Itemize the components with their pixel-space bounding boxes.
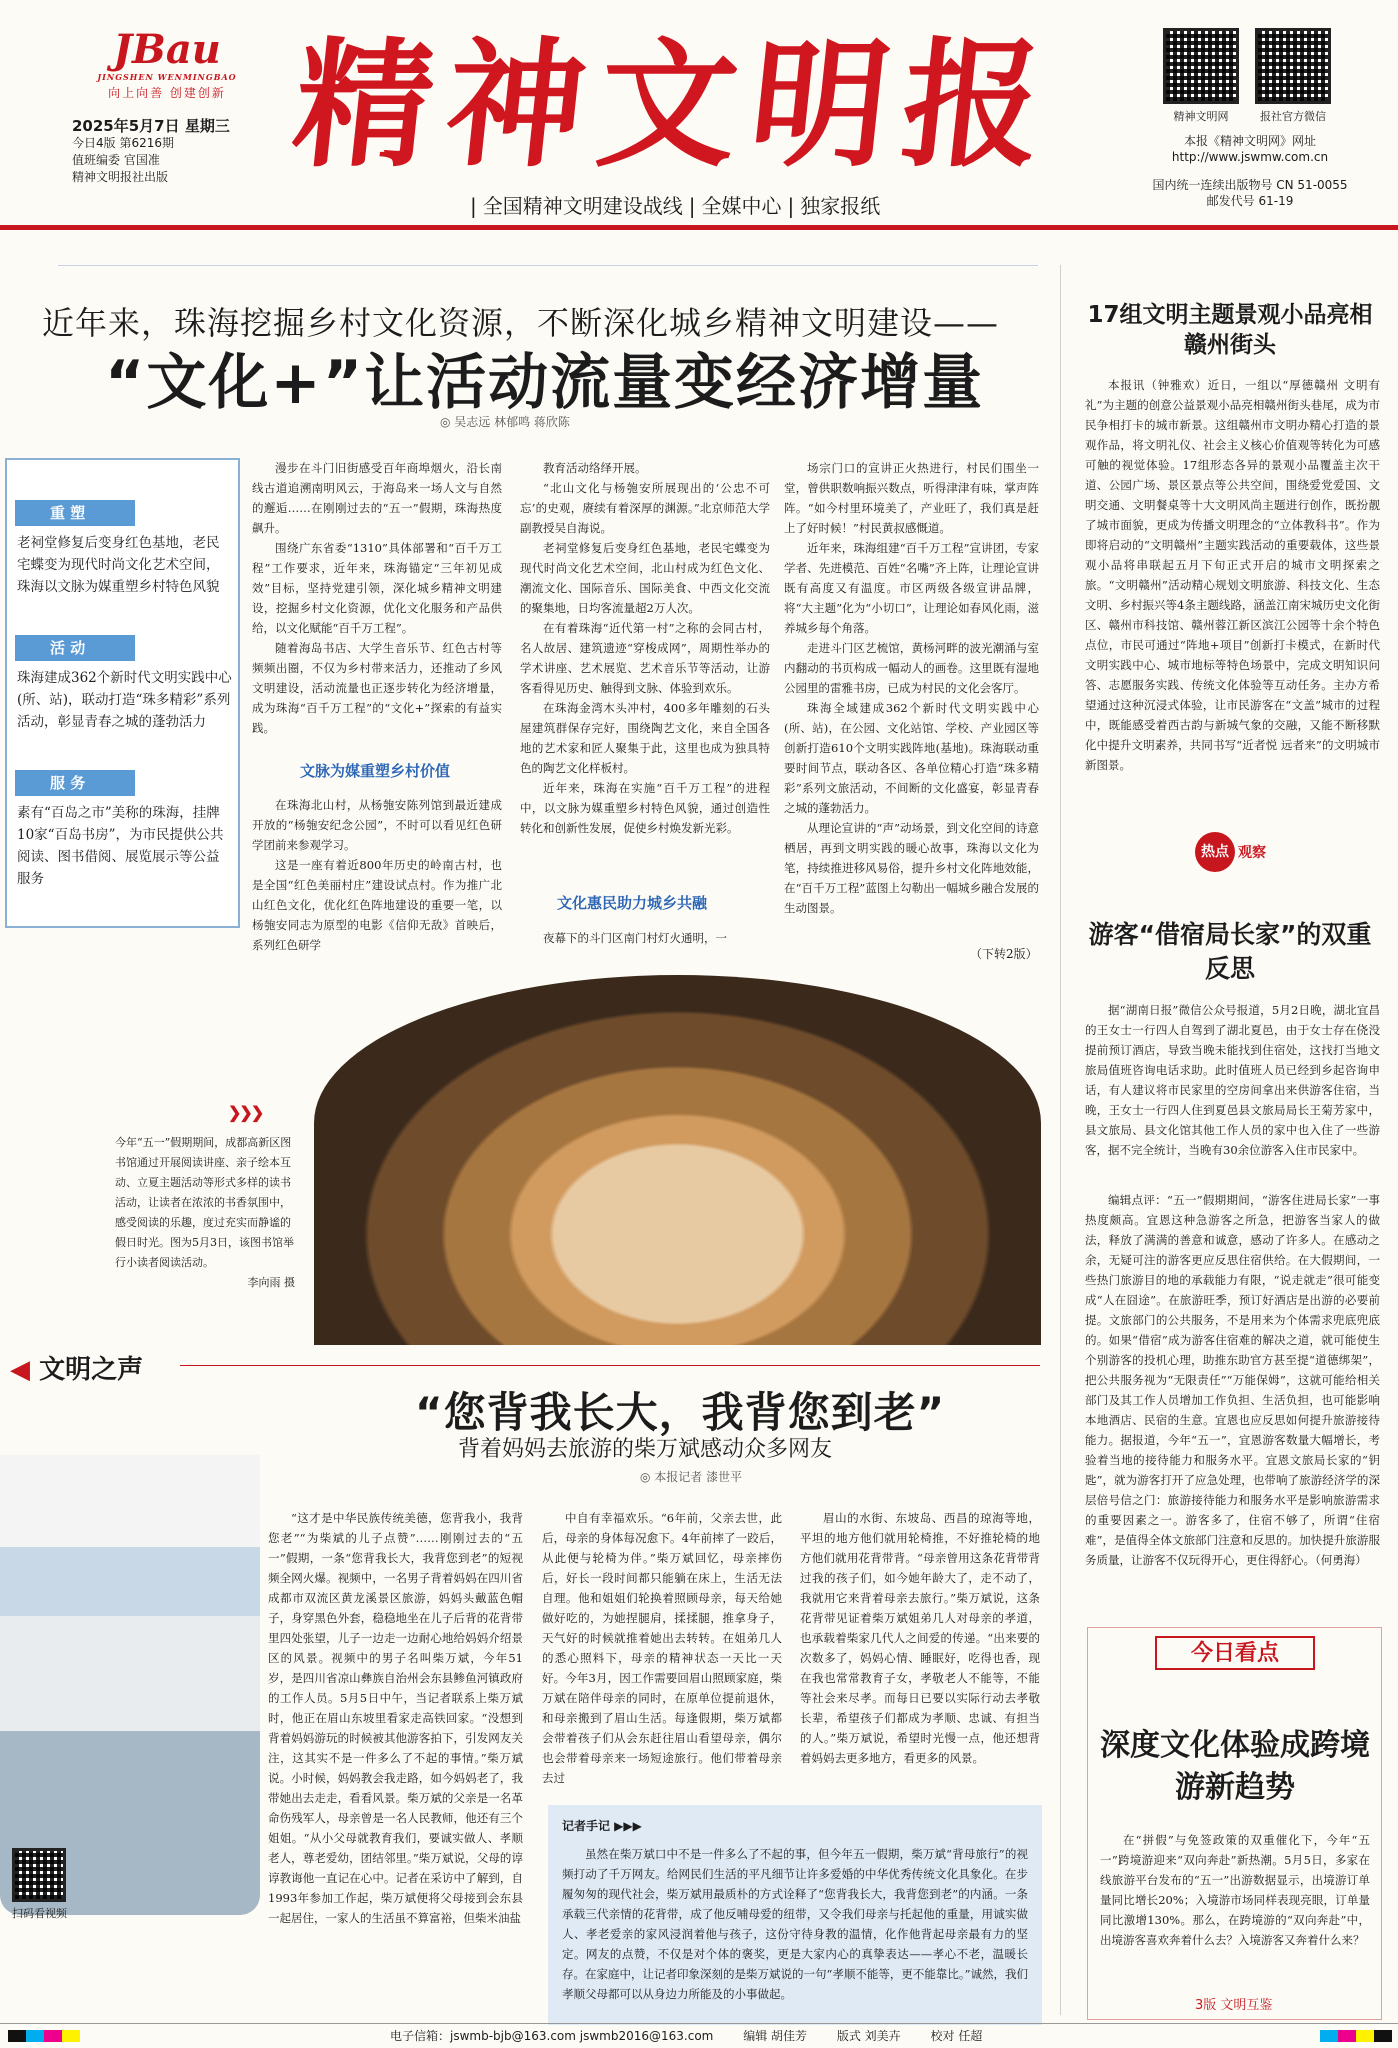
paragraph: 近年来，珠海组建“百千万工程”宣讲团，专家学者、先进模范、百姓“名嘴”齐上阵，让理论宣讲既有高度又有温度。市区两级各级宣讲品牌，将“大主题”化为“小切口”，让理论如春风化雨，滋养城乡每个角落。 <box>784 541 1039 635</box>
commentary-body <box>1085 1190 1380 1615</box>
today-body <box>1100 1830 1370 1985</box>
paragraph: 夜幕下的斗门区南门村灯火通明，一 <box>543 931 727 945</box>
footer-layout: 版式 刘美卉 <box>836 2029 901 2043</box>
registration-info <box>1135 177 1365 209</box>
photo-credit: 李向雨 摄 <box>247 1276 295 1289</box>
paragraph: 围绕广东省委“1310”具体部署和“百千万工程”工作要求，近年来，珠海锚定“三年初见成效”目标，坚持党建引领，深化城乡精神文明建设，挖掘乡村文化资源，优化文化服务和产品供给，以文化赋能“百千万工程”。 <box>252 541 502 635</box>
highlight-text: 老祠堂修复后变身红色基地，老民宅蝶变为现代时尚文化艺术空间，珠海以文脉为媒重塑乡村特色风貌 <box>17 535 220 595</box>
editor-note-text: 虽然在柴万斌口中不是一件多么了不起的事，但今年五一假期，柴万斌“背母旅行”的视频打动了千万网友。给网民们生活的平凡细节让许多爱婚的中华优秀传统文化具象化。在步履匆匆的现代社会，柴万斌用最质朴的方式诠释了“您背我长大，我背您到老”的内涵。一条承载三代亲情的花背带，成了他反哺母爱的纽带，又令我们母亲与托起他的重量，用诚实做人、孝老爱亲的家风浸润着他与孩子，这份守待身教的温情，化作他背起母亲最有力的坚定。网友的点赞，不仅是对个体的褒奖，更是大家内心的真挚表达——孝心不老，温暖长存。在家庭中，让记者印象深刻的是柴万斌说的一句“孝顺不能等，更不能靠比。”诚然，我们孝顺父母都可以从身边力所能及的小事做起。 <box>562 1847 1028 2001</box>
voice-col1 <box>268 1508 523 2008</box>
masthead-divider <box>0 225 1398 230</box>
paragraph: 中自有幸福欢乐。“6年前，父亲去世，此后，母亲的身体每况愈下。4年前摔了一跤后，从此便与轮椅为伴。”柴万斌回忆，母亲摔伤后，好长一段时间都只能躺在床上，生活无法自理。他和姐姐们轮换着照顾母亲，每天给她做好吃的，为她捏腿肩，揉揉腿，推拿身子，天气好的时候就推着她出去转转。在姐弟几人的悉心照料下，母亲的精神状态一天比一天好。今年3月，因工作需要回眉山照顾家庭，柴万斌在陪伴母亲的同时，在原单位提前退休，和母亲搬到了眉山生活。每逢假期，柴万斌都会带着孩子们从会东赶往眉山看望母亲，偶尔也会带着母亲来一场短途旅行。他们带着母亲去过 <box>542 1511 782 1785</box>
voice-byline: ◎ 本报记者 漆世平 <box>640 1470 743 1484</box>
voice-subhead: 背着妈妈去旅游的柴万斌感动众多网友 <box>458 1437 833 1462</box>
paragraph: 在“拼假”与免签政策的双重催化下，今年“五一”跨境游迎来“双向奔赴”新热潮。5月5日，多家在线旅游平台发布的“五一”出游数据显示，出境游订单量同比增长20%；入境游市场同样表现亮眼，订单量同比激增130%。那么，在跨境游的“双向奔赴”中，出境游客喜欢奔着什么去？入境游客又奔着什么来？ <box>1100 1833 1370 1947</box>
lead-subhead: 文脉为媒重塑乡村价值 <box>300 762 451 780</box>
paragraph: “北山文化与杨匏安所展现出的‘公忠不可忘’的史观，赓续有着深厚的渊源。”北京师范大学副教授吴自海说。 <box>520 481 770 535</box>
editor-note <box>548 1805 1042 2025</box>
logo-pinyin: JINGSHEN WENMINGBAO <box>97 72 237 82</box>
commentary-headline[interactable]: 游客“借宿局长家”的双重反思 <box>1088 920 1372 983</box>
today-label: 今日看点 <box>1155 1636 1315 1670</box>
lead-col2-block <box>520 928 770 968</box>
lead-headline[interactable]: “文化+”让活动流量变经济增量 <box>105 348 985 418</box>
logo-slogan: 向上向善 创建创新 <box>108 86 226 100</box>
paragraph: 编辑点评：“五一”假期期间，“游客住进局长家”一事热度颇高。宜恩这种急游客之所急，把游客当家人的做法，释放了满满的善意和诚意，感动了许多人。在感动之余，无疑可注的游客更应反思住宿供给。在大假期间，一些热门旅游目的地的承载能力有限，“说走就走”很可能变成“人在囧途”。在旅游旺季，预订好酒店是出游的必要前提。文旅部门的公共服务，不是用来为个体需求兜底兜底的。如果“借宿”成为游客住宿难的解决之道，就可能使生个别游客的投机心理，助推东助官方甚至提“道德绑架”，把公共服务视为“无限责任”“万能保姆”，这就可能给相关部门及其工作人员增加工作负担、生活负担，也可能影响本地酒店、民宿的生意。宜恩也应反思如何提升旅游接待能力。据报道，今年“五一”，宜恩游客数量大幅增长，考验着当地的接待能力和服务水平。宜恩文旅局长家的“钥匙”，就为游客打开了应急处理，也带响了旅游经济学的深层倍号信之门：旅游接待能力和服务水平是影响旅游需求的重要因素之一。游客多了，住宿不够了，所谓“住宿难”，是值得全体文旅部门注意和反思的。加快提升旅游服务质量，让游客不仅玩得开心，更住得舒心。（何勇海） <box>1085 1193 1380 1567</box>
hot-badge-icon: 热点 <box>1195 832 1235 872</box>
issue-publisher: 精神文明报社出版 <box>72 170 169 184</box>
paragraph: 场宗门口的宣讲正火热进行，村民们围坐一堂，曾供职数响振兴数点，听得津津有味，掌声阵阵。“如今村里环境美了，产业旺了，我们真是赶上了好时候！”村民黄叔感慨道。 <box>784 461 1039 535</box>
paragraph: 从理论宣讲的“声”动场景，到文化空间的诗意栖居，再到文明实践的暖心故事，珠海以文化为笔，持续推进移风易俗，提升乡村文化阵地效能，在“百千万工程”蓝图上勾勒出一幅城乡融合发展的生动图景。 <box>784 821 1039 915</box>
paragraph: 在有着珠海“近代第一村”之称的会同古村，名人故居、建筑遗迹“穿梭成网”，周期性举办的学术讲座、艺术展览、艺术音乐节等活动，让游客看得见历史、触得到文脉、体验到欢乐。 <box>520 621 770 695</box>
paragraph: 近年来，珠海在实施“百千万工程”的进程中，以文脉为媒重塑乡村特色风貌，通过创造性转化和创新性发展，促使乡村焕发新光彩。 <box>520 781 770 835</box>
newspaper-logo <box>72 28 262 108</box>
today-headline[interactable]: 深度文化体验成跨境游新趋势 <box>1100 1728 1370 1805</box>
column-separator <box>1060 265 1061 2015</box>
qr-code-icon[interactable] <box>12 1848 66 1902</box>
caption-text: 今年“五一”假期期间，成都高新区图书馆通过开展阅读讲座、亲子绘本互动、立夏主题活动等形式多样的读书活动，让读者在浓浓的书香氛围中，感受阅读的乐趣，度过充实而静谧的假日时光。图为5月3日，该图书馆举行小读者阅读活动。 <box>115 1136 294 1269</box>
paragraph: 本报讯（钟雅欢）近日，一组以“厚德赣州 文明有礼”为主题的创意公益景观小品亮相赣州街头巷尾，成为市民争相打卡的城市新景。这组赣州市文明办精心打造的景观作品，将文明礼仪、社会主义核心价值观等转化为可感可触的视觉体验。17组形态各异的景观小品覆盖主次干道、公园广场、景区景点等公共空间，围绕爱党爱国、文明交通、文明餐桌等十大文明风尚主题进行创作，既扮靓了城市面貌，更成为传播文明理念的“立体教科书”。作为即将启动的“文明赣州”主题实践活动的重要载体，这些景观小品将串联起五月下旬正式开启的城市文明探索之旅。“文明赣州”活动精心规划文明旅游、科技文化、生态文明、乡村振兴等4条主题线路，涵盖江南宋城历史文化街区、赣州市科技馆、赣州蓉江新区滨江公园等十余个特色点位，市民可通过“阵地+项目”创新打卡模式，在新时代文明实践中心、城市地标等特色场景中，完成文明知识问答、志愿服务实践、传统文化体验等互动任务。主办方希望通过这种沉浸式体验，让市民游客在“文盖”城市的过程中，既能感受着西古韵与新城气象的交融，又能不断移默化中提升文明素养，共同书写“近者悦 远者来”的文明城市新图景。 <box>1085 378 1380 772</box>
footer-editor: 编辑 胡佳芳 <box>743 2029 808 2043</box>
highlight-tag: 重 塑 <box>15 500 135 526</box>
paragraph: 漫步在斗门旧街感受百年商埠烟火，沿长南线古道追溯南明风云，于海岛来一场人文与自然的邂逅……在刚刚过去的“五一”假期，珠海热度飙升。 <box>252 461 502 535</box>
paragraph: 珠海全域建成362个新时代文明实践中心(所、站)，在公园、文化站馆、学校、产业园区等创新打造610个文明实践阵地(基地)。珠海联动重要时间节点，联动各区、各单位精心打造“珠多精彩”系列文旅活动，不间断的文化盛宴，彰显青春之城的蓬勃活力。 <box>784 701 1039 815</box>
qr-code-icon[interactable] <box>1163 28 1239 104</box>
site-info <box>1140 133 1360 165</box>
section-label <box>10 1349 143 1386</box>
cn-number: 国内统一连续出版物号 CN 51-0055 <box>1152 178 1348 192</box>
channel-item[interactable]: 独家报纸 <box>800 194 881 218</box>
logo-mark: JBau <box>113 26 221 73</box>
brief-headline[interactable]: 17组文明主题景观小品亮相赣州街头 <box>1087 302 1373 358</box>
postal-code: 邮发代号 61-19 <box>1206 194 1294 208</box>
highlight-tag: 服 务 <box>15 770 135 796</box>
section-label-text: 文明之声 <box>39 1355 144 1385</box>
qr-caption: 精神文明网 <box>1173 110 1229 123</box>
print-color-bar <box>1320 2030 1392 2042</box>
commentary-lead <box>1085 1000 1380 1180</box>
print-color-bar <box>8 2030 80 2042</box>
qr-caption: 扫码看视频 <box>12 1907 67 1920</box>
issue-edition: 今日4版 第6216期 <box>72 136 174 150</box>
lead-col2-block <box>520 458 770 878</box>
highlights-box <box>5 458 240 928</box>
paragraph: “这才是中华民族传统美德，您背我小，我背您老”“为柴斌的儿子点赞”……刚刚过去的“五一”假期，一条“您背我长大，我背您到老”的短视频全网火爆。视频中，一名男子背着妈妈在四川省成都市双流区黄龙溪景区旅游，妈妈头戴蓝色帽子，身穿黑色外套，稳稳地坐在儿子后背的花背带里四处张望，儿子一边走一边耐心地给妈妈介绍景区的风景。视频中的男子名叫柴万斌，今年51岁，是四川省凉山彝族自治州会东县鲹鱼河镇政府的工作人员。5月5日中午，当记者联系上柴万斌时，他正在眉山东坡里看家走高铁回家。“没想到背着妈妈游玩的时候被其他游客拍下，引发网友关注，这其实不是一件多么了不起的事情。”柴万斌说。小时候，妈妈教会我走路，如今妈妈老了，我带她出去走走，看看风景。柴万斌的父亲是一名革命伤残军人，母亲曾是一名人民教师，他还有三个姐姐。“从小父母就教育我们，要诚实做人、孝顺老人，尊老爱幼，团结邻里。”柴万斌说，父母的谆谆教诲他一直记在心中。记者在采访中了解到，自1993年参加工作起，柴万斌便将父母接到会东县一起居住，一家人的生活虽不算富裕，但柴米油盐 <box>268 1511 523 1925</box>
voice-col3 <box>800 1508 1040 1798</box>
hot-badge-word: 观察 <box>1238 845 1266 861</box>
continue-note[interactable]: （下转2版） <box>970 947 1038 961</box>
son-carrying-mother-photo <box>0 1455 260 1915</box>
highlight-text: 珠海建成362个新时代文明实践中心(所、站)，联动打造“珠多精彩”系列活动，彰显青春之城的蓬勃活力 <box>17 670 232 730</box>
page-reference[interactable]: 3版 文明互鉴 <box>1195 1998 1273 2013</box>
paragraph: 在珠海金湾木头冲村，400多年雕刻的石头屋建筑群保存完好，围绕陶艺文化，来自全国各地的艺术家和匠人聚集于此，这里也成为独具特色的陶艺文化样板村。 <box>520 701 770 775</box>
paragraph: 在珠海北山村，从杨匏安陈列馆到最近建成开放的“杨匏安纪念公园”，不时可以看见红色研学团前来参观学习。 <box>252 798 502 852</box>
lead-kicker: 近年来，珠海挖掘乡村文化资源，不断深化城乡精神文明建设—— <box>42 304 1000 342</box>
paragraph: 这是一座有着近800年历史的岭南古村，也是全国“红色美丽村庄”建设试点村。作为推广北山红色文化，优化红色阵地建设的重要一笔，以杨匏安同志为原型的电影《信仰无敌》首映后，系列红色研学 <box>252 858 502 952</box>
photo-caption <box>115 1133 295 1293</box>
issue-date: 2025年5月7日 星期三 <box>72 117 230 135</box>
section-rule <box>180 1365 1040 1366</box>
paragraph: 教育活动络绎开展。 <box>543 461 647 475</box>
editor-note-label: 记者手记 ▶▶▶ <box>562 1819 642 1833</box>
voice-headline[interactable]: “您背我长大，我背您到老” <box>415 1388 946 1437</box>
site-label: 本报《精神文明网》网址 <box>1183 134 1316 148</box>
qr-caption: 报社官方微信 <box>1260 110 1326 123</box>
lead-subhead: 文化惠民助力城乡共融 <box>557 894 708 912</box>
paragraph: 随着海岛书店、大学生音乐节、红色古村等频频出圈，不仅为乡村带来活力，还推动了乡风文明建设，活动流量也正逐步转化为经济增量，成为珠海“百千万工程”的“文化+”探索的有益实践。 <box>252 641 502 735</box>
footer-proof: 校对 任超 <box>930 2029 983 2043</box>
library-reading-photo <box>314 975 1041 1345</box>
issue-editor: 值班编委 官国准 <box>72 153 160 167</box>
paper-title: 精神文明报 <box>286 23 1064 186</box>
arrows-icon: ❯❯❯ <box>228 1103 263 1122</box>
qr-code-icon[interactable] <box>1255 28 1331 104</box>
footer-email[interactable]: 电子信箱：jswmb-bjb@163.com jswmb2016@163.com <box>390 2029 714 2043</box>
paragraph: 走进斗门区艺梳馆，黄杨河畔的波光潮涌与室内翻动的书页构成一幅动人的画卷。这里既有湿地公园里的雷雅书房，已成为村民的文化会客厅。 <box>784 641 1039 695</box>
footer <box>390 2027 1008 2044</box>
highlight-tag: 活 动 <box>15 635 135 661</box>
footer-divider <box>0 2023 1398 2024</box>
lead-col1-block <box>252 795 502 965</box>
brief-body <box>1085 375 1380 815</box>
issue-info <box>72 118 272 186</box>
lead-byline: ◎ 吴志远 林郁鸣 蒋欣陈 <box>440 415 570 429</box>
lead-col3-block <box>784 458 1039 938</box>
site-url[interactable]: http://www.jswmw.com.cn <box>1171 150 1329 164</box>
lead-col1-block <box>252 458 502 758</box>
voice-col2 <box>542 1508 782 1798</box>
channel-item[interactable]: 全国精神文明建设战线 <box>482 194 683 218</box>
channel-bar: | 全国精神文明建设战线 | 全媒中心 | 独家报纸 <box>470 190 886 219</box>
megaphone-icon: ◀ <box>10 1355 30 1385</box>
highlight-text: 素有“百岛之市”美称的珠海，挂牌10家“百岛书房”，为市民提供公共阅读、图书借阅、展览展示等公益服务 <box>17 805 224 887</box>
paragraph: 眉山的水街、东坡岛、西昌的琼海等地，平坦的地方他们就用轮椅推，不好推轮椅的地方他们就用花背带背。“母亲曾用这条花背带背过我的孩子们，如今她年龄大了，走不动了，我就用它来背着母亲去旅行。”柴万斌说，这条花背带见证着柴万斌姐弟几人对母亲的孝道，也承载着柴家几代人之间爱的传递。“出来要的次数多了，妈妈心情、睡眠好，吃得也香，现在我也常常教育子女，孝敬老人不能等，不能等社会来尽孝。而每日已要以实际行动去孝敬长辈，希望孩子们都成为孝顺、忠诚、有担当的人。”柴万斌说，希望时光慢一点，他还想背着妈妈去更多地方，看更多的风景。 <box>800 1511 1040 1765</box>
channel-item[interactable]: 全媒中心 <box>701 194 782 218</box>
paragraph: 据“湖南日报”微信公众号报道，5月2日晚，湖北宜昌的王女士一行四人自驾到了湖北夏邑，由于女士存在侥没提前预订酒店，导致当晚未能找到住宿处，这找打当地文旅局值班咨询电话求助。此时值班人员已经到乡起咨询申话，有人建议将市民家里的空房间拿出来供游客住宿，当晚，王女士一行四人住到夏邑县文旅局局长王菊芳家中，县文旅局、县文化馆其他工作人员的家中也入住了一些游客，据不完全统计，当晚有30余位游客入住市民家中。 <box>1085 1003 1380 1157</box>
paragraph: 老祠堂修复后变身红色基地，老民宅蝶变为现代时尚文化艺术空间，北山村成为红色文化、潮流文化、国际音乐、国际美食、中西文化交流的聚集地，日均客流量超2万人次。 <box>520 541 770 615</box>
